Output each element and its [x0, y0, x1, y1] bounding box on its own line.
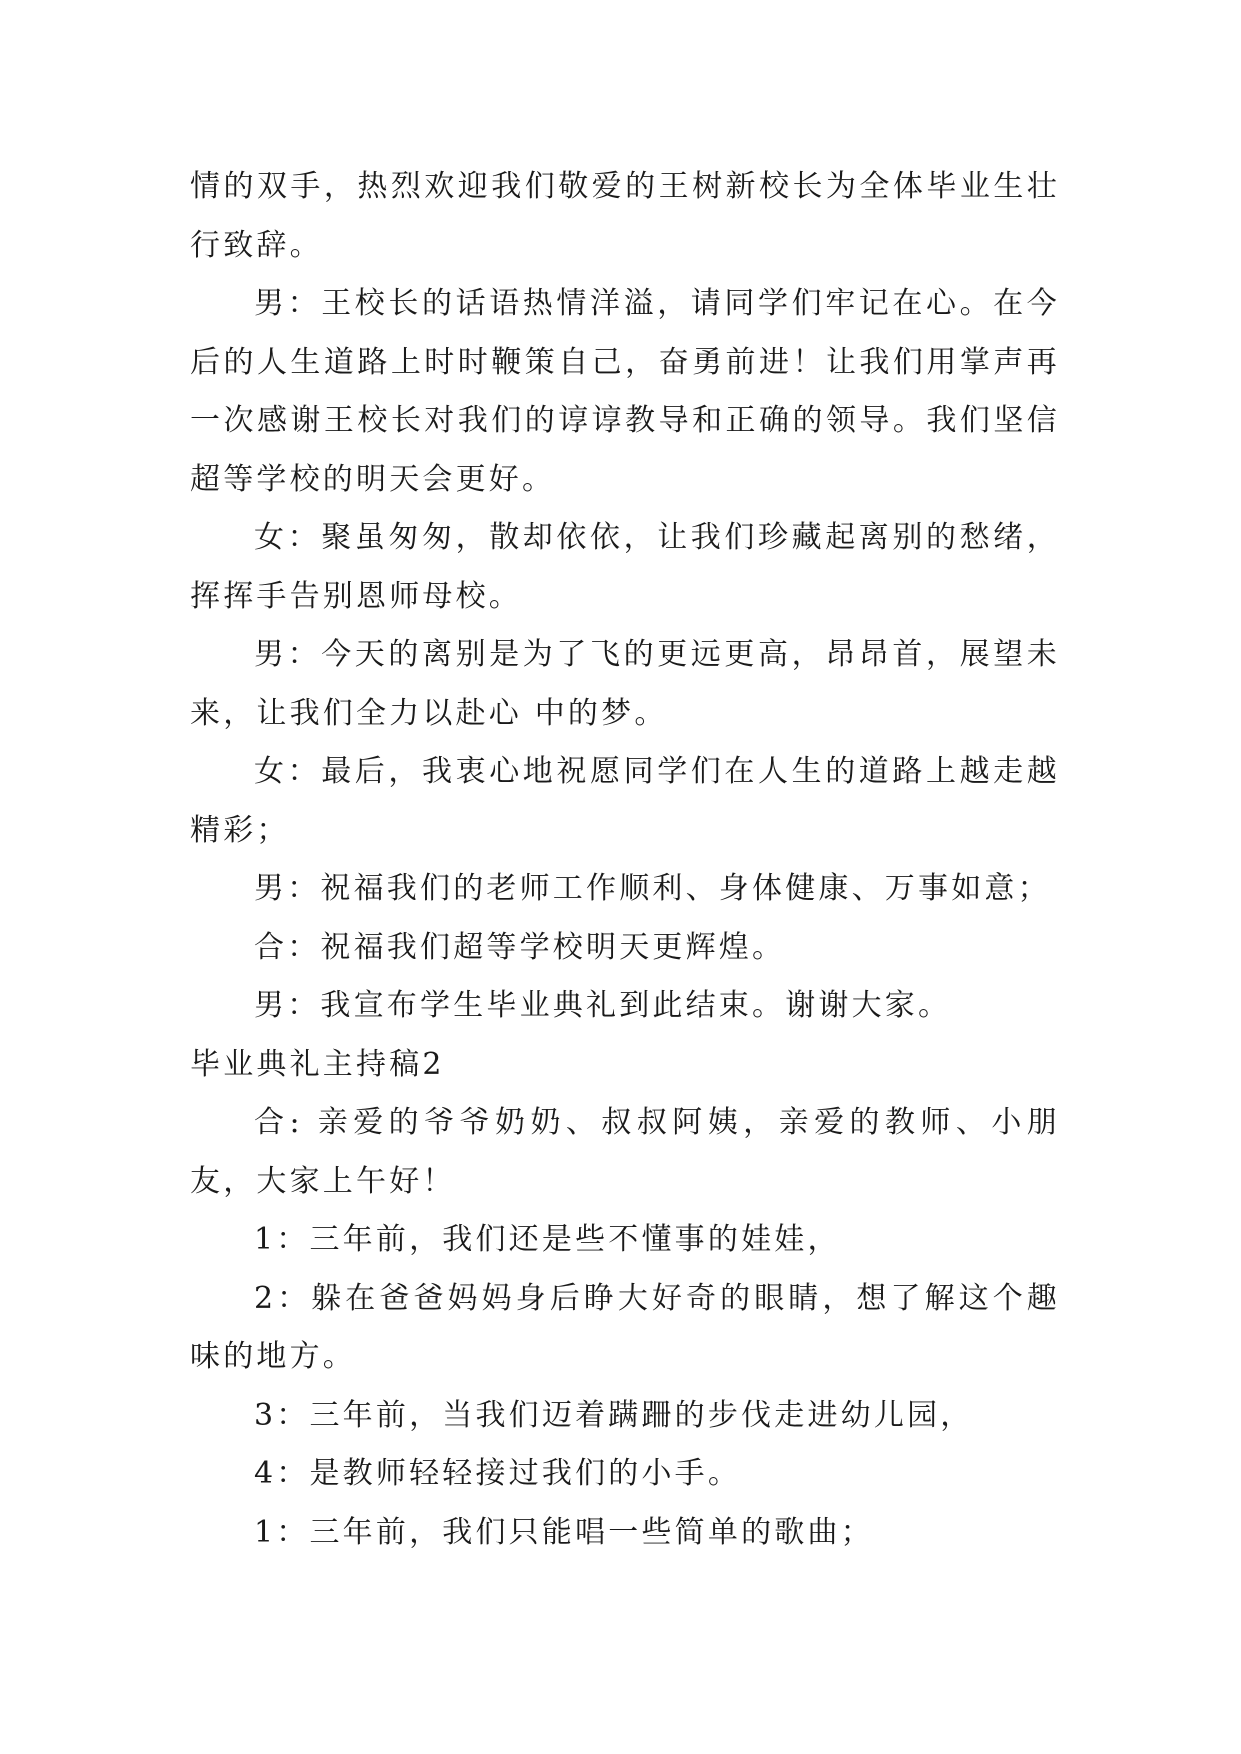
paragraph: 男：我宣布学生毕业典礼到此结束。谢谢大家。: [254, 988, 952, 1023]
paragraph: 2：躲在爸爸妈妈身后睁大好奇的眼睛，想了解这个趣味的地方。: [190, 1280, 1060, 1374]
paragraph: 女：聚虽匆匆，散却依依，让我们珍藏起离别的愁绪，挥挥手告别恩师母校。: [190, 520, 1060, 614]
paragraph: 合：祝福我们超等学校明天更辉煌。: [254, 929, 786, 965]
section-heading: 毕业典礼主持稿2: [190, 1046, 445, 1082]
paragraph: 情的双手，热烈欢迎我们敬爱的王树新校长为全体毕业生壮行致辞。: [190, 169, 1060, 263]
document-body: [190, 158, 1060, 1562]
paragraph: 3：三年前，当我们迈着蹒跚的步伐走进幼儿园，: [254, 1397, 974, 1433]
paragraph: 男：今天的离别是为了飞的更远更高，昂昂首，展望未来，让我们全力以赴心 中的梦。: [190, 637, 1060, 731]
paragraph: 1：三年前，我们还是些不懂事的娃娃，: [254, 1222, 841, 1257]
paragraph: 女：最后，我衷心地祝愿同学们在人生的道路上越走越精彩；: [190, 754, 1060, 848]
paragraph: 4：是教师轻轻接过我们的小手。: [254, 1456, 742, 1491]
paragraph: 男：祝福我们的老师工作顺利、身体健康、万事如意；: [254, 871, 1051, 906]
paragraph: 1：三年前，我们只能唱一些简单的歌曲；: [254, 1514, 874, 1550]
paragraph: 男：王校长的话语热情洋溢，请同学们牢记在心。在今后的人生道路上时时鞭策自己，奋勇前进！让我们用掌声再一次感谢王校长对我们的谆谆教导和正确的领导。我们坚信超等学校的明天会更好。: [190, 286, 1060, 497]
paragraph: 合: 亲爱的爷爷奶奶、叔叔阿姨，亲爱的教师、小朋友，大家上午好！: [190, 1105, 1060, 1199]
